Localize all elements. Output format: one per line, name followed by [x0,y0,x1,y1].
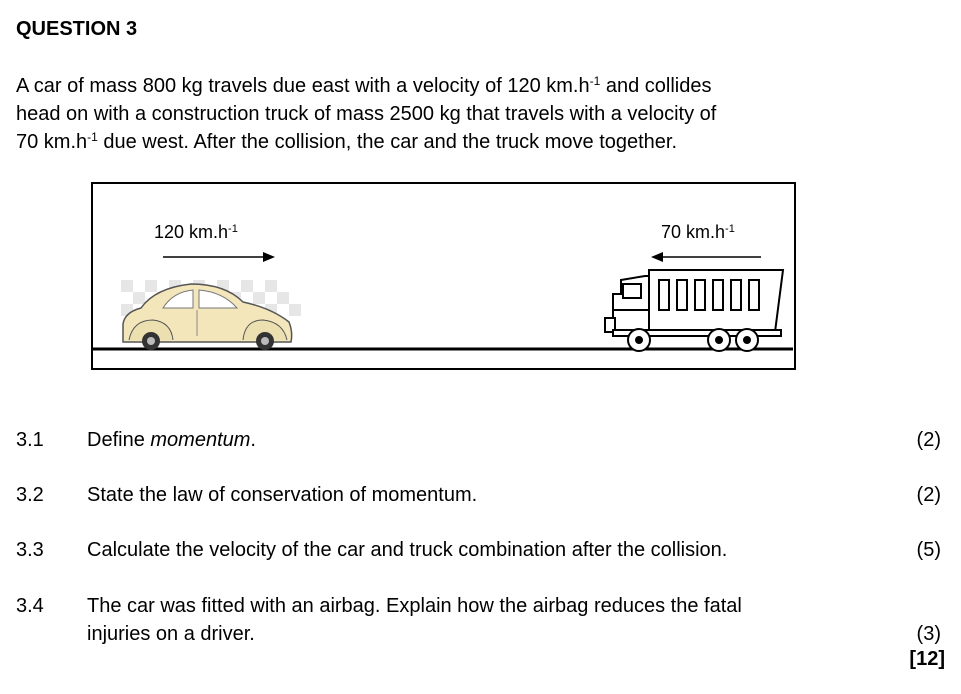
question-heading: QUESTION 3 [16,18,138,40]
question-marks: (3) [916,623,941,645]
question-number: 3.2 [16,484,44,506]
question-intro [16,72,916,156]
question-marks: (2) [916,429,941,451]
question-marks: (2) [916,484,941,506]
question-number: 3.1 [16,429,44,451]
truck-speed-label: 70 $km.h^{-1}$ [661,222,735,242]
truck-velocity-arrow [651,252,761,262]
question-text: Calculate the velocity of the car and truck combination after the collision. [87,539,728,561]
intro-line-3: 70 $km.h^{-1}$ due west. After the collision, the car and the truck move together. [16,130,678,153]
question-number: 3.3 [16,539,44,561]
car-speed-label: 120 $km.h^{-1}$ [154,222,238,242]
intro-line-2: head on with a construction truck of mass 2500 kg that travels with a velocity of [16,103,717,125]
question-number: 3.4 [16,595,44,617]
car-illustration [121,280,301,350]
collision-diagram [91,182,796,370]
question-text: The car was fitted with an airbag. Explain how the airbag reduces the fatal injuries on a driver. [87,595,742,645]
question-3-4 [16,592,941,648]
question-marks: (5) [916,539,941,561]
diagram-artwork [93,184,793,367]
truck-illustration [605,270,783,351]
question-text: State the law of conservation of momentum. [87,484,478,506]
intro-line-1: A car of mass 800 kg travels due east with a velocity of 120 $km.h^{-1}$ and collides [16,74,712,97]
question-text: Define momentum. [87,429,256,451]
car-velocity-arrow [163,252,275,262]
total-marks: [12] [909,648,945,670]
